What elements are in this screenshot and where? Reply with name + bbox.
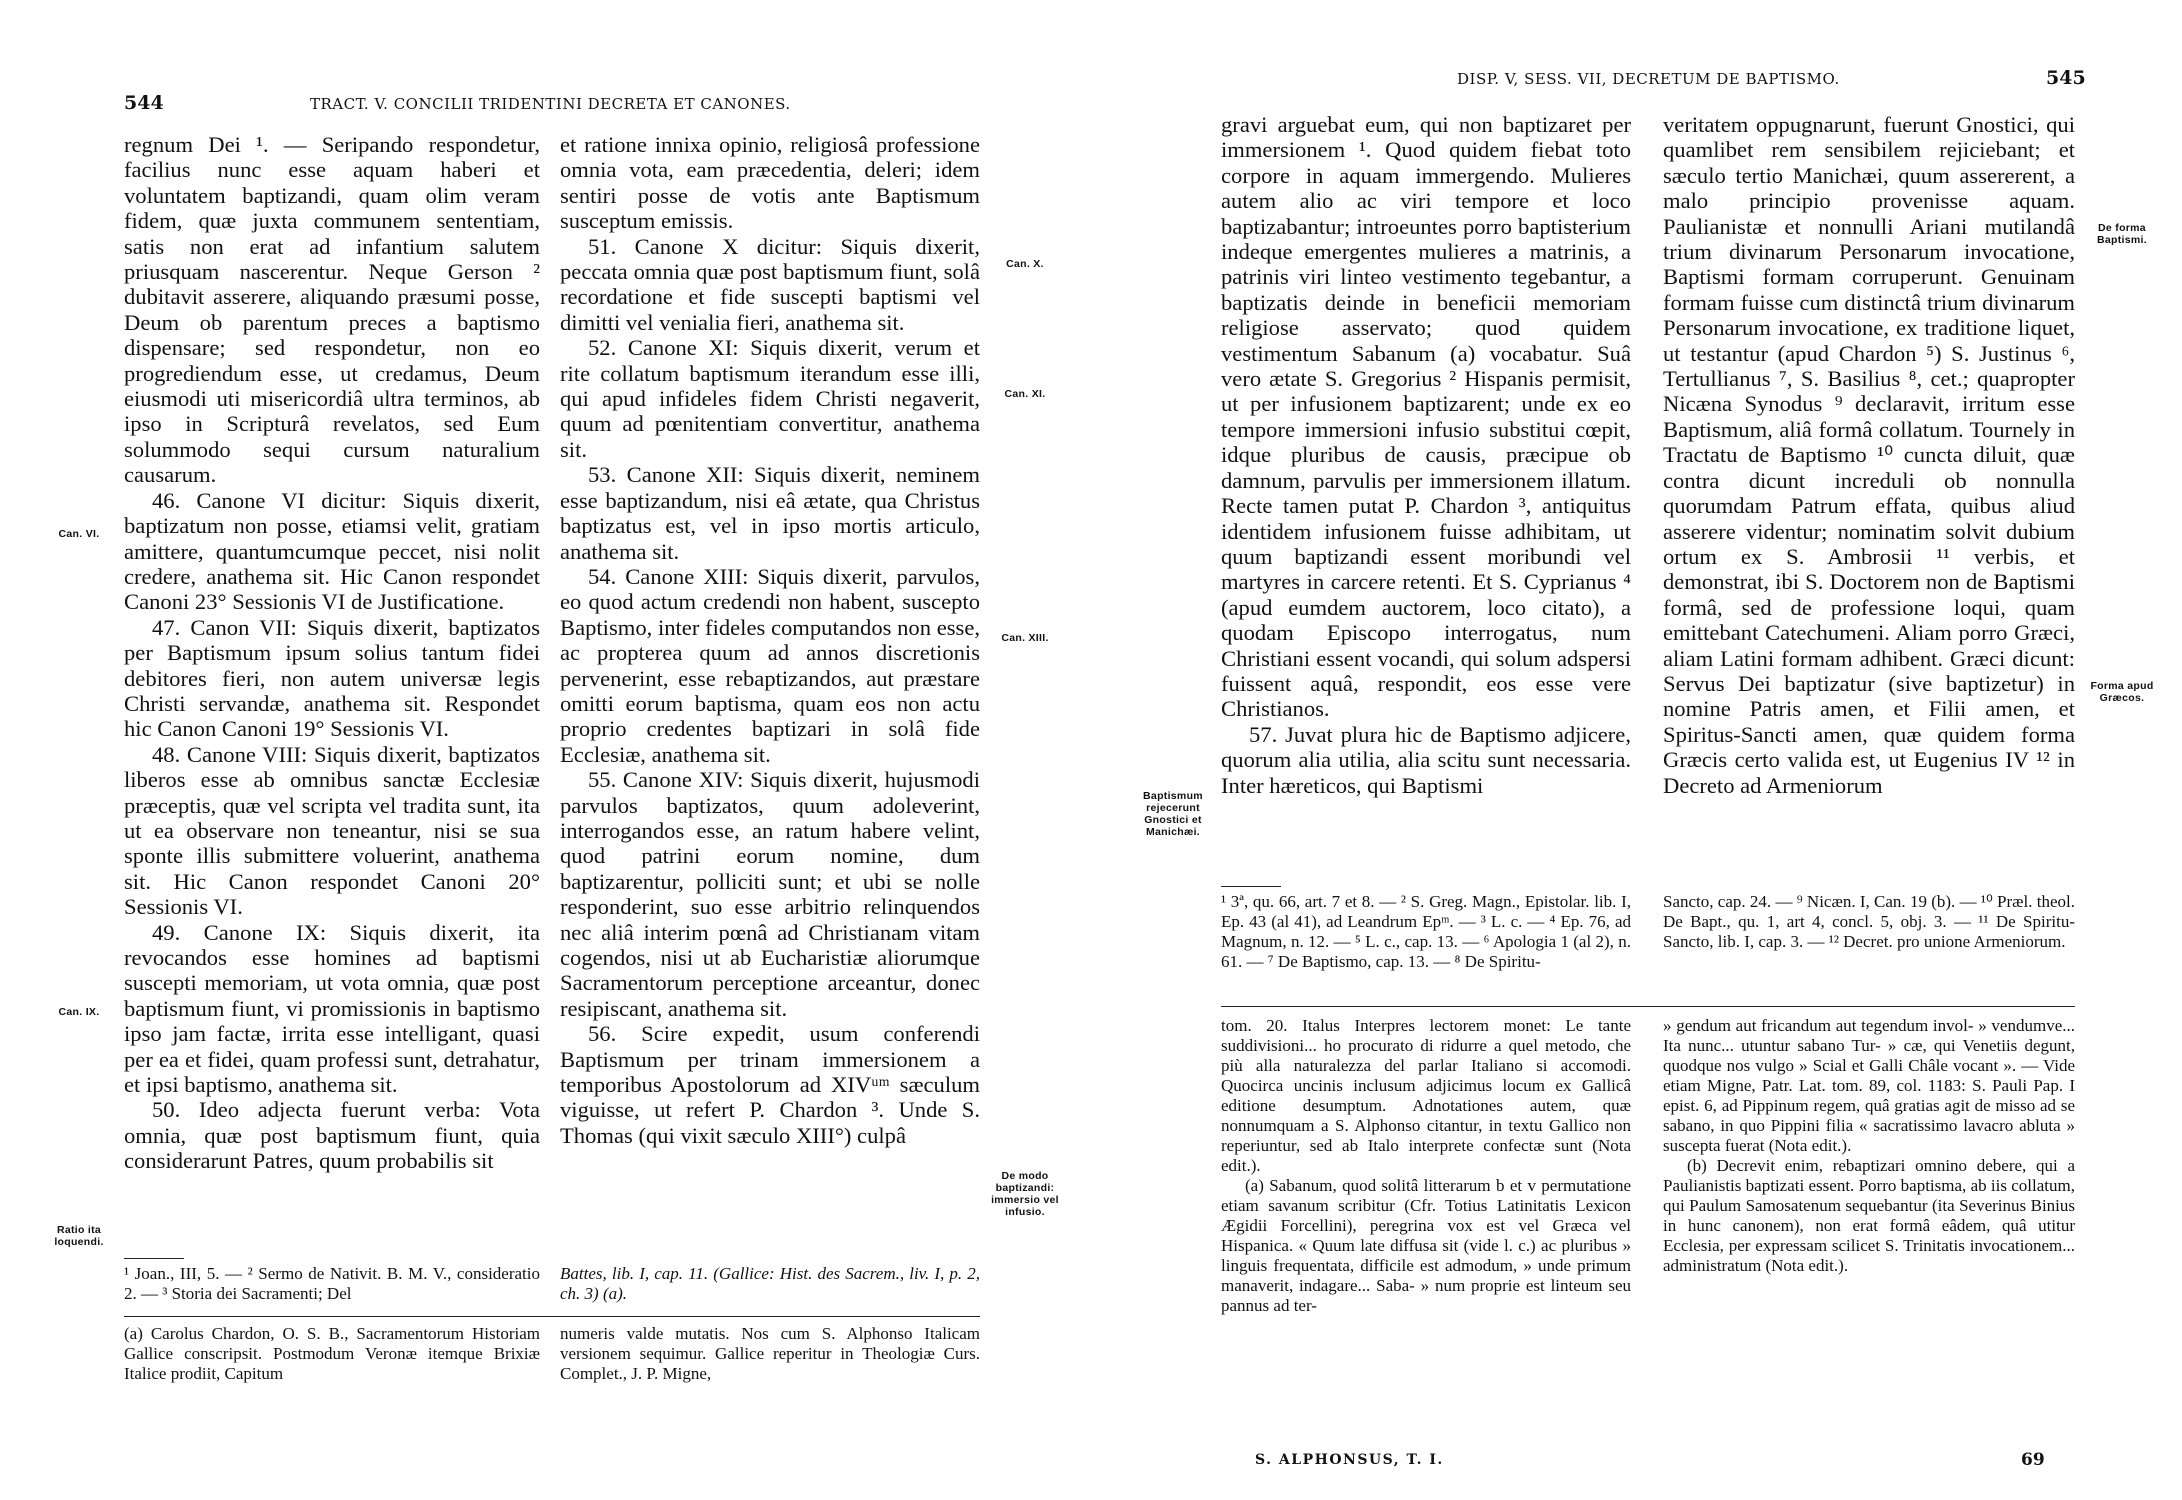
paragraph-46: 46. Canone VI dicitur: Siquis dixerit, baptizatum non posse, etiamsi velit, gratiam amittere, quantumcumque peccet, nisi nolit credere, anathema sit. Hic Canon respondet Canoni 23° Sessionis VI de Justificatione. [124, 487, 540, 615]
left-column-1 [124, 132, 540, 1234]
right-column-2-footnotes: Sancto, cap. 24. — ⁹ Nicæn. I, Can. 19 (b). — ¹⁰ Præl. theol. De Bapt., qu. 1, art 4, concl. 5, obj. 3. — ¹¹ De Spiritu-Sancto, lib. I, cap. 3. — ¹² Decret. pro unione Armeniorum. [1663, 892, 2075, 951]
margin-note-baptismum: Baptismum rejecerunt Gnostici et Manichæi. [1143, 790, 1203, 838]
left-bottom-note-1: (a) Carolus Chardon, O. S. B., Sacramentorum Historiam Gallice conscripsit. Postmodum Veronæ itemque Brixiæ Italice prodiit, Capitum [124, 1324, 540, 1383]
margin-note-can-vi: Can. VI. [58, 528, 100, 540]
margin-note-de-modo: De modo baptizandi: immersio vel infusio. [991, 1170, 1059, 1218]
paragraph-52: 52. Canone XI: Siquis dixerit, verum et rite collatum baptismum iterandum esse illi, qui apud infideles fidem Christi negaverit, quum ad pœnitentiam convertitur, anathema sit. [560, 335, 980, 462]
paragraph-55: 55. Canone XIV: Siquis dixerit, hujusmodi parvulos baptizatos, quum adoleverint, interrogandos esse, an ratum habere velint, quod patrini eorum nomine, dum baptizarentur, polliciti sunt; et ubi se nolle responderint, suo esse arbitrio relinquendos nec aliâ interim pœnâ ad Christianam vitam cogendos, nisi ut ab Eucharistiæ aliorumque Sacramentorum perceptione arceantur, donec resipiscant, anathema sit. [560, 767, 980, 1021]
paragraph-47: 47. Canon VII: Siquis dixerit, baptizatos per Baptismum ipsum solius tantum fidei debitores fieri, non autem universæ legis Christi servandæ, anathema sit. Respondet hic Canon Canoni 19° Sessionis VI. [124, 614, 540, 742]
paragraph-54: 54. Canone XIII: Siquis dixerit, parvulos, eo quod actum credendi non habent, suscepto Baptismo, inter fideles computandos non esse, ac propterea quum ad annos discretionis pervenerint, esse rebaptizandos, aut præstare omitti eorum baptisma, quam eos non actu proprio credentes baptizari in solâ fide Ecclesiæ, anathema sit. [560, 563, 980, 767]
right-column-1 [1221, 112, 1631, 872]
page-number: 545 [2046, 67, 2086, 89]
margin-note-de-forma: De forma Baptismi. [2097, 222, 2147, 246]
margin-note-ratio: Ratio ita loquendi. [54, 1224, 104, 1248]
paragraph: gravi arguebat eum, qui non baptizaret per immersionem ¹. Quod quidem fiebat toto corpore in aquam immergendo. Mulieres autem alio ac viri tempore et loco baptizabantur; introeuntes porro baptisterium indeque emergentes mulieres a matrinis, a patrinis viri linteo vestimento tegebantur, a baptizatis deinde in beneficii memoriam religiose asservato; quod quidem vestimentum Sabanum (a) vocabatur. Suâ vero ætate S. Gregorius ² Hispanis permisit, ut per infusionem baptizarent; unde ex eo tempore immersioni infusio substitui cœpit, idque pluribus de causis, præcipue ob damnum, parvulis per immersionem illatum. Recte tamen putat P. Chardon ³, antiquitus identidem infusionem fuisse adhibitam, ut quum baptizandi essent moribundi vel martyres in carcere retenti. Et S. Cyprianus ⁴ (apud eumdem auctorem, loco citato), a quodam Episcopo interrogatus, num Christiani essent vocandi, qui solum adspersi fuissent aquâ, respondit, eos esse vere Christianos. [1221, 112, 1631, 722]
paragraph-48: 48. Canone VIII: Siquis dixerit, baptizatos liberos esse ab omnibus sanctæ Ecclesiæ præceptis, quæ vel scripta vel tradita sunt, ita ut ea observare non teneantur, nisi se sua sponte illis submittere voluerint, anathema sit. Hic Canon respondet Canoni 20° Sessionis VI. [124, 741, 540, 920]
margin-note-forma-apud: Forma apud Græcos. [2090, 680, 2154, 704]
paragraph: et ratione innixa opinio, religiosâ professione omnia vota, eam præcedentia, deleri; idem sentiri posse de votis ante Baptismum susceptum emissis. [560, 132, 980, 234]
paragraph: regnum Dei ¹. — Seripando respondetur, facilius nunc esse aquam haberi et voluntatem baptizandi, quam olim veram fidem, quæ juxta communem sententiam, satis non erat ad infantium salutem priusquam nascerentur. Neque Gerson ² dubitavit asserere, aliquando præsumi posse, Deum ob parentum preces a baptismo dispensare; sed respondetur, non eo progrediendum esse, ut credamus, Deum eiusmodi uti misericordiâ ultra terminos, ab ipso in Scripturâ revelatos, sed Eum solummodo sequi cursum naturalium causarum. [124, 132, 540, 488]
note-paragraph: » gendum aut fricandum aut tegendum invol- » vendumve... Ita nunc... utuntur sabano Tur- » cæ, qui Venetiis degunt, quodque nos vulgo » Scial et Galli Châle vocant ». — Vide etiam Migne, Patr. Lat. tom. 89, col. 1183: S. Pauli Pap. I epist. 6, ad Pippinum regem, quâ gratias agit de misso ad se sabano, in quo Pippini filia « sacratissimo lavacro abluta » suscepta fuerat (Nota edit.). [1663, 1016, 2075, 1155]
paragraph-49: 49. Canone IX: Siquis dixerit, ita revocandos esse homines ad baptismi suscepti memoriam, ut vota omnia, quæ post baptismum fiunt, vi promissionis in baptismo ipso jam factæ, irrita esse intelligant, quasi per ea et fidei, quam professi sunt, detrahatur, et ipsi baptismo, anathema sit. [124, 919, 540, 1098]
note-paragraph: (a) Sabanum, quod solitâ litterarum b et v permutatione etiam savanum scribitur (Cfr. Totius Latinitatis Lexicon Ægidii Forcellini), peregrina vox est vel Græca vel Hispanica. « Quum late diffusa sit (vide l. c.) ac pluribus » linguis frequentata, difficile est admodum, » unde primum manaverit, indagare... Saba- » num proprie est linteum seu pannus ad ter- [1221, 1176, 1631, 1315]
paragraph-51: 51. Canone X dicitur: Siquis dixerit, peccata omnia quæ post baptismum fiunt, solâ recordatione et fide suscepti baptismi vel dimitti vel venialia fieri, anathema sit. [560, 233, 980, 335]
folio-number: 69 [2021, 1450, 2045, 1470]
running-head: DISP. V, SESS. VII, DECRETUM DE BAPTISMO. [1457, 70, 1840, 88]
right-bottom-note-2 [1663, 1016, 2075, 1408]
signature-mark: S. ALPHONSUS, T. I. [1255, 1452, 1444, 1468]
paragraph-56: 56. Scire expedit, usum conferendi Baptismum per trinam immersionem a temporibus Apostolorum ad XIVᵘᵐ sæculum viguisse, ut refert P. Chardon ³. Unde S. Thomas (qui vixit sæculo XIII°) culpâ [560, 1021, 980, 1148]
margin-note-can-xiii: Can. XIII. [1001, 632, 1049, 644]
separator-rule [124, 1316, 980, 1317]
right-page [1095, 0, 2182, 1500]
paragraph: veritatem oppugnarunt, fuerunt Gnostici, qui quamlibet rem sensibilem rejiciebant; et sæculo tertio Manichæi, quum assererent, a malo principio provenisse aquam. Paulianistæ et nonnulli Ariani mutilandâ trium divinarum Personarum invocatione, Baptismi formam corruperunt. Genuinam formam fuisse cum distinctâ trium divinarum Personarum invocatione, ex traditione liquet, ut testantur (apud Chardon ⁵) S. Justinus ⁶, Tertullianus ⁷, S. Basilius ⁸, cet.; quapropter Nicæna Synodus ⁹ declaravit, irritum esse Baptismum, aliâ formâ collatum. Tournely in Tractatu de Baptismo ¹⁰ cuncta diluit, quæ contra dicunt increduli ob nonnulla quorumdam Patrum effata, quibus aliud asserere videntur; nominatim solvit dubium ortum ex S. Ambrosii ¹¹ verbis, et demonstrat, ibi S. Doctorem non de Baptismi formâ, sed de professione loqui, quam emittebant Catechumeni. Aliam porro Græci, aliam Latini formam adhibent. Græci dicunt: Servus Dei baptizatur (sive baptizetur) in nomine Patris amen, et Filii amen, et Spiritus-Sancti amen, quæ quidem forma Græcis certo valida est, ut Eugenius IV ¹² in Decreto ad Armeniorum [1663, 112, 2075, 798]
paragraph-57: 57. Juvat plura hic de Baptismo adjicere, quorum alia utilia, alia scitu sunt necessaria. Inter hæreticos, qui Baptismi [1221, 721, 1631, 798]
page-number: 544 [124, 92, 164, 114]
paragraph-53: 53. Canone XII: Siquis dixerit, neminem esse baptizandum, nisi eâ ætate, qua Christus baptizatus est, vel in ipso mortis articulo, anathema sit. [560, 462, 980, 564]
right-bottom-note-1 [1221, 1016, 1631, 1408]
note-paragraph: tom. 20. Italus Interpres lectorem monet: Le tante suddivisioni... ho procurato di ridurre a quel metodo, che più alla naturalezza del parlar Italiano si accomodi. Quocirca uncinis inclusum adjicimus locum ex Gallicâ editione desumptum. Adnotationes autem, quæ nonnumquam a S. Alphonso citantur, in textu Gallico non reperiuntur, sed ab Italo interprete confectæ sunt (Nota edit.). [1221, 1016, 1631, 1175]
footnote-rule [124, 1258, 184, 1259]
margin-note-can-xi: Can. XI. [1004, 388, 1046, 400]
running-head: TRACT. V. CONCILII TRIDENTINI DECRETA ET CANONES. [310, 95, 791, 113]
left-column-1-footnotes: ¹ Joan., III, 5. — ² Sermo de Nativit. B. M. V., consideratio 2. — ³ Storia dei Sacramenti; Del [124, 1264, 540, 1303]
right-column-2 [1663, 112, 2075, 872]
footnote-rule [1221, 886, 1281, 887]
separator-rule [1221, 1006, 2075, 1007]
right-column-1-footnotes: ¹ 3ª, qu. 66, art. 7 et 8. — ² S. Greg. Magn., Epistolar. lib. I, Ep. 43 (al 41), ad Leandrum Epᵐ. — ³ L. c. — ⁴ Ep. 76, ad Magnum, n. 12. — ⁵ L. c., cap. 13. — ⁶ Apologia 1 (al 2), n. 61. — ⁷ De Baptismo, cap. 13. — ⁸ De Spiritu- [1221, 892, 1631, 971]
margin-note-can-x: Can. X. [1006, 258, 1044, 270]
left-bottom-note-2: numeris valde mutatis. Nos cum S. Alphonso Italicam versionem sequimur. Gallice reperitur in Theologiæ Curs. Complet., J. P. Migne, [560, 1324, 980, 1383]
paragraph-50: 50. Ideo adjecta fuerunt verba: Vota omnia, quæ post baptismum fiunt, quia considerarunt Patres, quum probabilis sit [124, 1097, 540, 1174]
note-paragraph: (b) Decrevit enim, rebaptizari omnino debere, qui a Paulianistis baptizati essent. Porro baptisma, ab iis collatum, qui Paulum Samosatenum sequebantur (ita Severinus Binius in hunc canonem), non erat formâ eâdem, quâ utitur Ecclesia, per expressam scilicet S. Trinitatis invocationem... administratum (Nota edit.). [1663, 1156, 2075, 1275]
left-column-2-footnotes: Battes, lib. I, cap. 11. (Gallice: Hist. des Sacrem., liv. I, p. 2, ch. 3) (a). [560, 1264, 980, 1303]
left-page [0, 0, 1090, 1500]
left-column-2 [560, 132, 980, 1234]
margin-note-can-ix: Can. IX. [58, 1006, 100, 1018]
